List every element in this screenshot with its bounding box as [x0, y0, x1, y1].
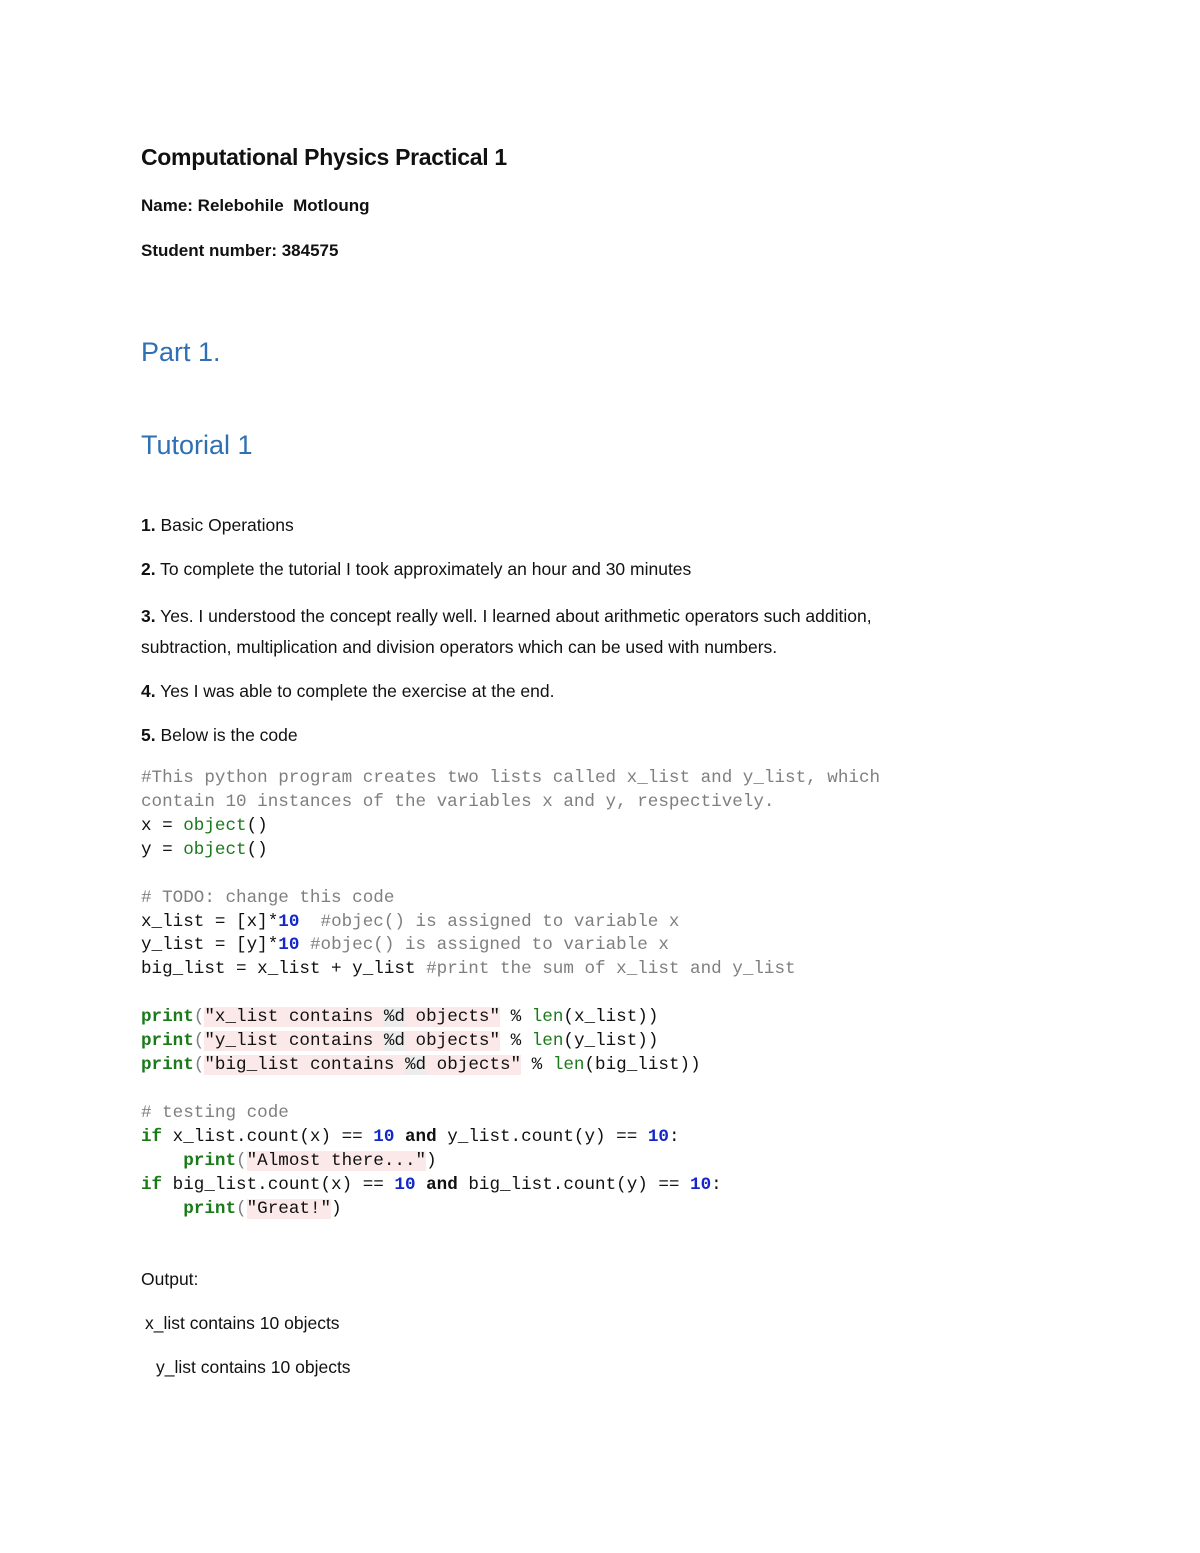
code-text: y_list.count(y) ==: [436, 1127, 648, 1147]
code-number: 10: [278, 912, 300, 932]
code-number: 10: [647, 1127, 669, 1147]
item-text: Basic Operations: [155, 515, 294, 535]
code-text: (: [193, 1007, 205, 1027]
code-line: [141, 768, 880, 788]
code-line: [141, 1031, 658, 1051]
code-text: big_list.count(x) ==: [162, 1175, 395, 1195]
code-line: [141, 959, 796, 979]
code-text: :: [668, 1127, 680, 1147]
name-line: Name: Relebohile Motloung: [141, 196, 370, 215]
code-format: %d: [383, 1031, 405, 1051]
output-line: x_list contains 10 objects: [145, 1313, 340, 1333]
code-text: (x_list)): [563, 1007, 659, 1027]
tutorial-heading: Tutorial 1: [141, 430, 253, 460]
code-text: (: [236, 1199, 247, 1219]
list-item: [141, 559, 691, 580]
code-line: [141, 1103, 289, 1123]
code-builtin: object: [183, 840, 247, 860]
item-number: 2.: [141, 559, 156, 579]
code-line: [141, 935, 669, 955]
code-keyword: and: [394, 1127, 437, 1147]
code-text: %: [500, 1007, 532, 1027]
code-indent: [141, 1199, 183, 1219]
code-line: [141, 912, 679, 932]
list-item-continuation: [141, 637, 777, 658]
code-text: big_list.count(y) ==: [457, 1175, 691, 1195]
item-text: Yes I was able to complete the exercise at the end.: [155, 681, 555, 701]
code-keyword: print: [141, 1007, 194, 1027]
code-string: objects": [404, 1031, 501, 1051]
code-number: 10: [373, 1127, 395, 1147]
item-text: Below is the code: [155, 725, 298, 745]
code-comment: #This python program creates two lists called x_list and y_list, which: [141, 768, 881, 788]
code-comment: #objec() is assigned to variable x: [299, 935, 669, 955]
code-text: (: [193, 1031, 205, 1051]
code-line: [141, 1151, 437, 1171]
code-number: 10: [690, 1175, 712, 1195]
code-comment: contain 10 instances of the variables x and y, respectively.: [141, 792, 775, 812]
item-number: 4.: [141, 681, 156, 701]
code-line: [141, 1175, 722, 1195]
code-keyword: and: [415, 1175, 458, 1195]
code-string: "big_list contains: [204, 1055, 405, 1075]
code-indent: [141, 1151, 183, 1171]
code-number: 10: [394, 1175, 416, 1195]
code-number: 10: [278, 935, 300, 955]
list-item: [141, 606, 872, 627]
code-builtin: len: [531, 1031, 564, 1051]
code-text: (big_list)): [584, 1055, 701, 1075]
code-text: y_list = [y]*: [141, 935, 279, 955]
code-string: "y_list contains: [204, 1031, 384, 1051]
item-number: 3.: [141, 606, 156, 626]
code-text: (): [246, 816, 268, 836]
code-text: (): [246, 840, 268, 860]
code-keyword: print: [183, 1199, 237, 1219]
code-string: objects": [426, 1055, 522, 1075]
output-line: y_list contains 10 objects: [156, 1357, 351, 1377]
part-heading: Part 1.: [141, 337, 221, 367]
code-string: "Great!": [246, 1199, 332, 1219]
document-title: Computational Physics Practical 1: [141, 144, 507, 170]
code-text: (: [236, 1151, 247, 1171]
code-string: objects": [404, 1007, 501, 1027]
code-keyword: print: [141, 1031, 194, 1051]
item-number: 1.: [141, 515, 156, 535]
code-comment: # TODO: change this code: [141, 888, 395, 908]
code-text: %: [500, 1031, 532, 1051]
item-number: 5.: [141, 725, 156, 745]
code-builtin: len: [552, 1055, 585, 1075]
item-text: Yes. I understood the concept really well. I learned about arithmetic operators such addition,: [155, 606, 872, 626]
code-format: %d: [383, 1007, 405, 1027]
list-item: [141, 515, 294, 536]
code-keyword: print: [183, 1151, 237, 1171]
code-comment: # testing code: [141, 1103, 289, 1123]
output-label: Output:: [141, 1269, 199, 1289]
code-text: ): [331, 1199, 342, 1219]
code-keyword: print: [141, 1055, 194, 1075]
code-builtin: object: [183, 816, 247, 836]
code-line: [141, 1007, 658, 1027]
code-line: [141, 1127, 680, 1147]
code-text: %: [521, 1055, 553, 1075]
code-text: ): [426, 1151, 437, 1171]
code-text: x_list.count(x) ==: [162, 1127, 374, 1147]
code-comment: #objec() is assigned to variable x: [299, 912, 680, 932]
code-line: [141, 888, 394, 908]
code-text: (: [193, 1055, 205, 1075]
code-comment: #print the sum of x_list and y_list: [426, 959, 796, 979]
code-keyword: if: [141, 1127, 163, 1147]
code-format: %d: [404, 1055, 427, 1075]
student-number-line: Student number: 384575: [141, 241, 339, 260]
code-string: "x_list contains: [204, 1007, 384, 1027]
code-line: [141, 840, 268, 860]
list-item: [141, 725, 298, 746]
code-builtin: len: [531, 1007, 564, 1027]
code-keyword: if: [141, 1175, 163, 1195]
code-text: x_list = [x]*: [141, 912, 279, 932]
code-line: [141, 816, 268, 836]
code-line: [141, 1199, 342, 1219]
code-text: y =: [141, 840, 184, 860]
code-text: big_list = x_list + y_list: [141, 959, 427, 979]
code-text: x =: [141, 816, 184, 836]
code-line: [141, 792, 774, 812]
list-item: [141, 681, 554, 702]
item-text: subtraction, multiplication and division operators which can be used with numbers.: [141, 637, 778, 657]
code-string: "Almost there...": [246, 1151, 427, 1171]
code-line: [141, 1055, 701, 1075]
item-text: To complete the tutorial I took approximately an hour and 30 minutes: [155, 559, 692, 579]
code-text: (y_list)): [563, 1031, 659, 1051]
code-text: :: [711, 1175, 722, 1195]
